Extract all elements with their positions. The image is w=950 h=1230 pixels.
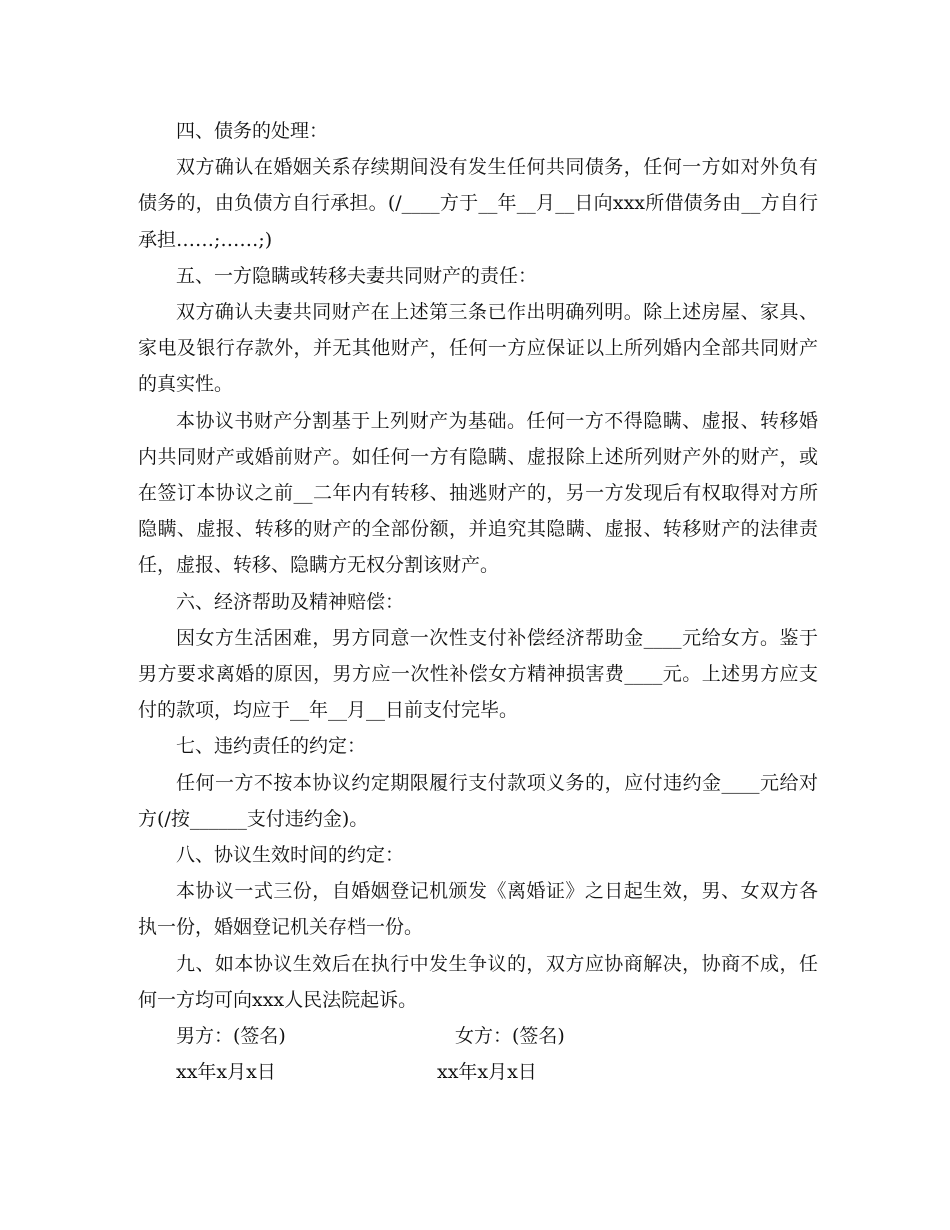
section-heading-concealment: 五、一方隐瞒或转移夫妻共同财产的责任：: [176, 264, 538, 287]
section-heading-debts: 四、债务的处理：: [176, 120, 329, 142]
male-signature-label: 男方：(签名): [176, 1025, 286, 1048]
signature-date-row: [138, 1054, 818, 1090]
paragraph-property-division: 本协议书财产分割基于上列财产为基础。任何一方不得隐瞒、虚报、转移婚内共同财产或婚前财产。如任何一方有隐瞒、虚报除上述所列财产外的财产，或在签订本协议之前__二年内有转移、抽逃财产的，另一方发现后有权取得对方所隐瞒、虚报、转移的财产的全部份额，并追究其隐瞒、虚报、转移财产的法律责任，虚报、转移、隐瞒方无权分割该财产。: [138, 409, 818, 577]
paragraph-compensation: 因女方生活困难，男方同意一次性支付补偿经济帮助金____元给女方。鉴于男方要求离婚的原因，男方应一次性补偿女方精神损害费____元。上述男方应支付的款项，均应于__年__月__日前支付完毕。: [138, 626, 818, 722]
section-heading-compensation: 六、经济帮助及精神赔偿：: [176, 590, 405, 613]
section-heading-breach: 七、违约责任的约定：: [176, 735, 367, 758]
paragraph-disputes: 九、如本协议生效后在执行中发生争议的，双方应协商解决，协商不成，任何一方均可向xxx人民法院起诉。: [138, 952, 818, 1011]
paragraph-effective: 本协议一式三份，自婚姻登记机颁发《离婚证》之日起生效，男、女双方各执一份，婚姻登记机关存档一份。: [138, 880, 818, 939]
paragraph-breach: 任何一方不按本协议约定期限履行支付款项义务的，应付违约金____元给对方(/按______支付违约金)。: [138, 771, 818, 830]
paragraph-property-listed: 双方确认夫妻共同财产在上述第三条已作出明确列明。除上述房屋、家具、家电及银行存款外，并无其他财产，任何一方应保证以上所列婚内全部共同财产的真实性。: [138, 301, 818, 396]
female-signature-date: xx年x月x日: [437, 1061, 537, 1084]
male-signature-date: xx年x月x日: [176, 1061, 276, 1084]
paragraph-debts: 双方确认在婚姻关系存续期间没有发生任何共同债务，任何一方如对外负有债务的，由负债方自行承担。(/____方于__年__月__日向xxx所借债务由__方自行承担……;……;): [138, 156, 818, 251]
section-heading-effective: 八、协议生效时间的约定：: [176, 844, 405, 867]
document-body: [138, 113, 818, 1090]
female-signature-label: 女方：(签名): [455, 1025, 565, 1048]
signature-row: [138, 1018, 818, 1054]
